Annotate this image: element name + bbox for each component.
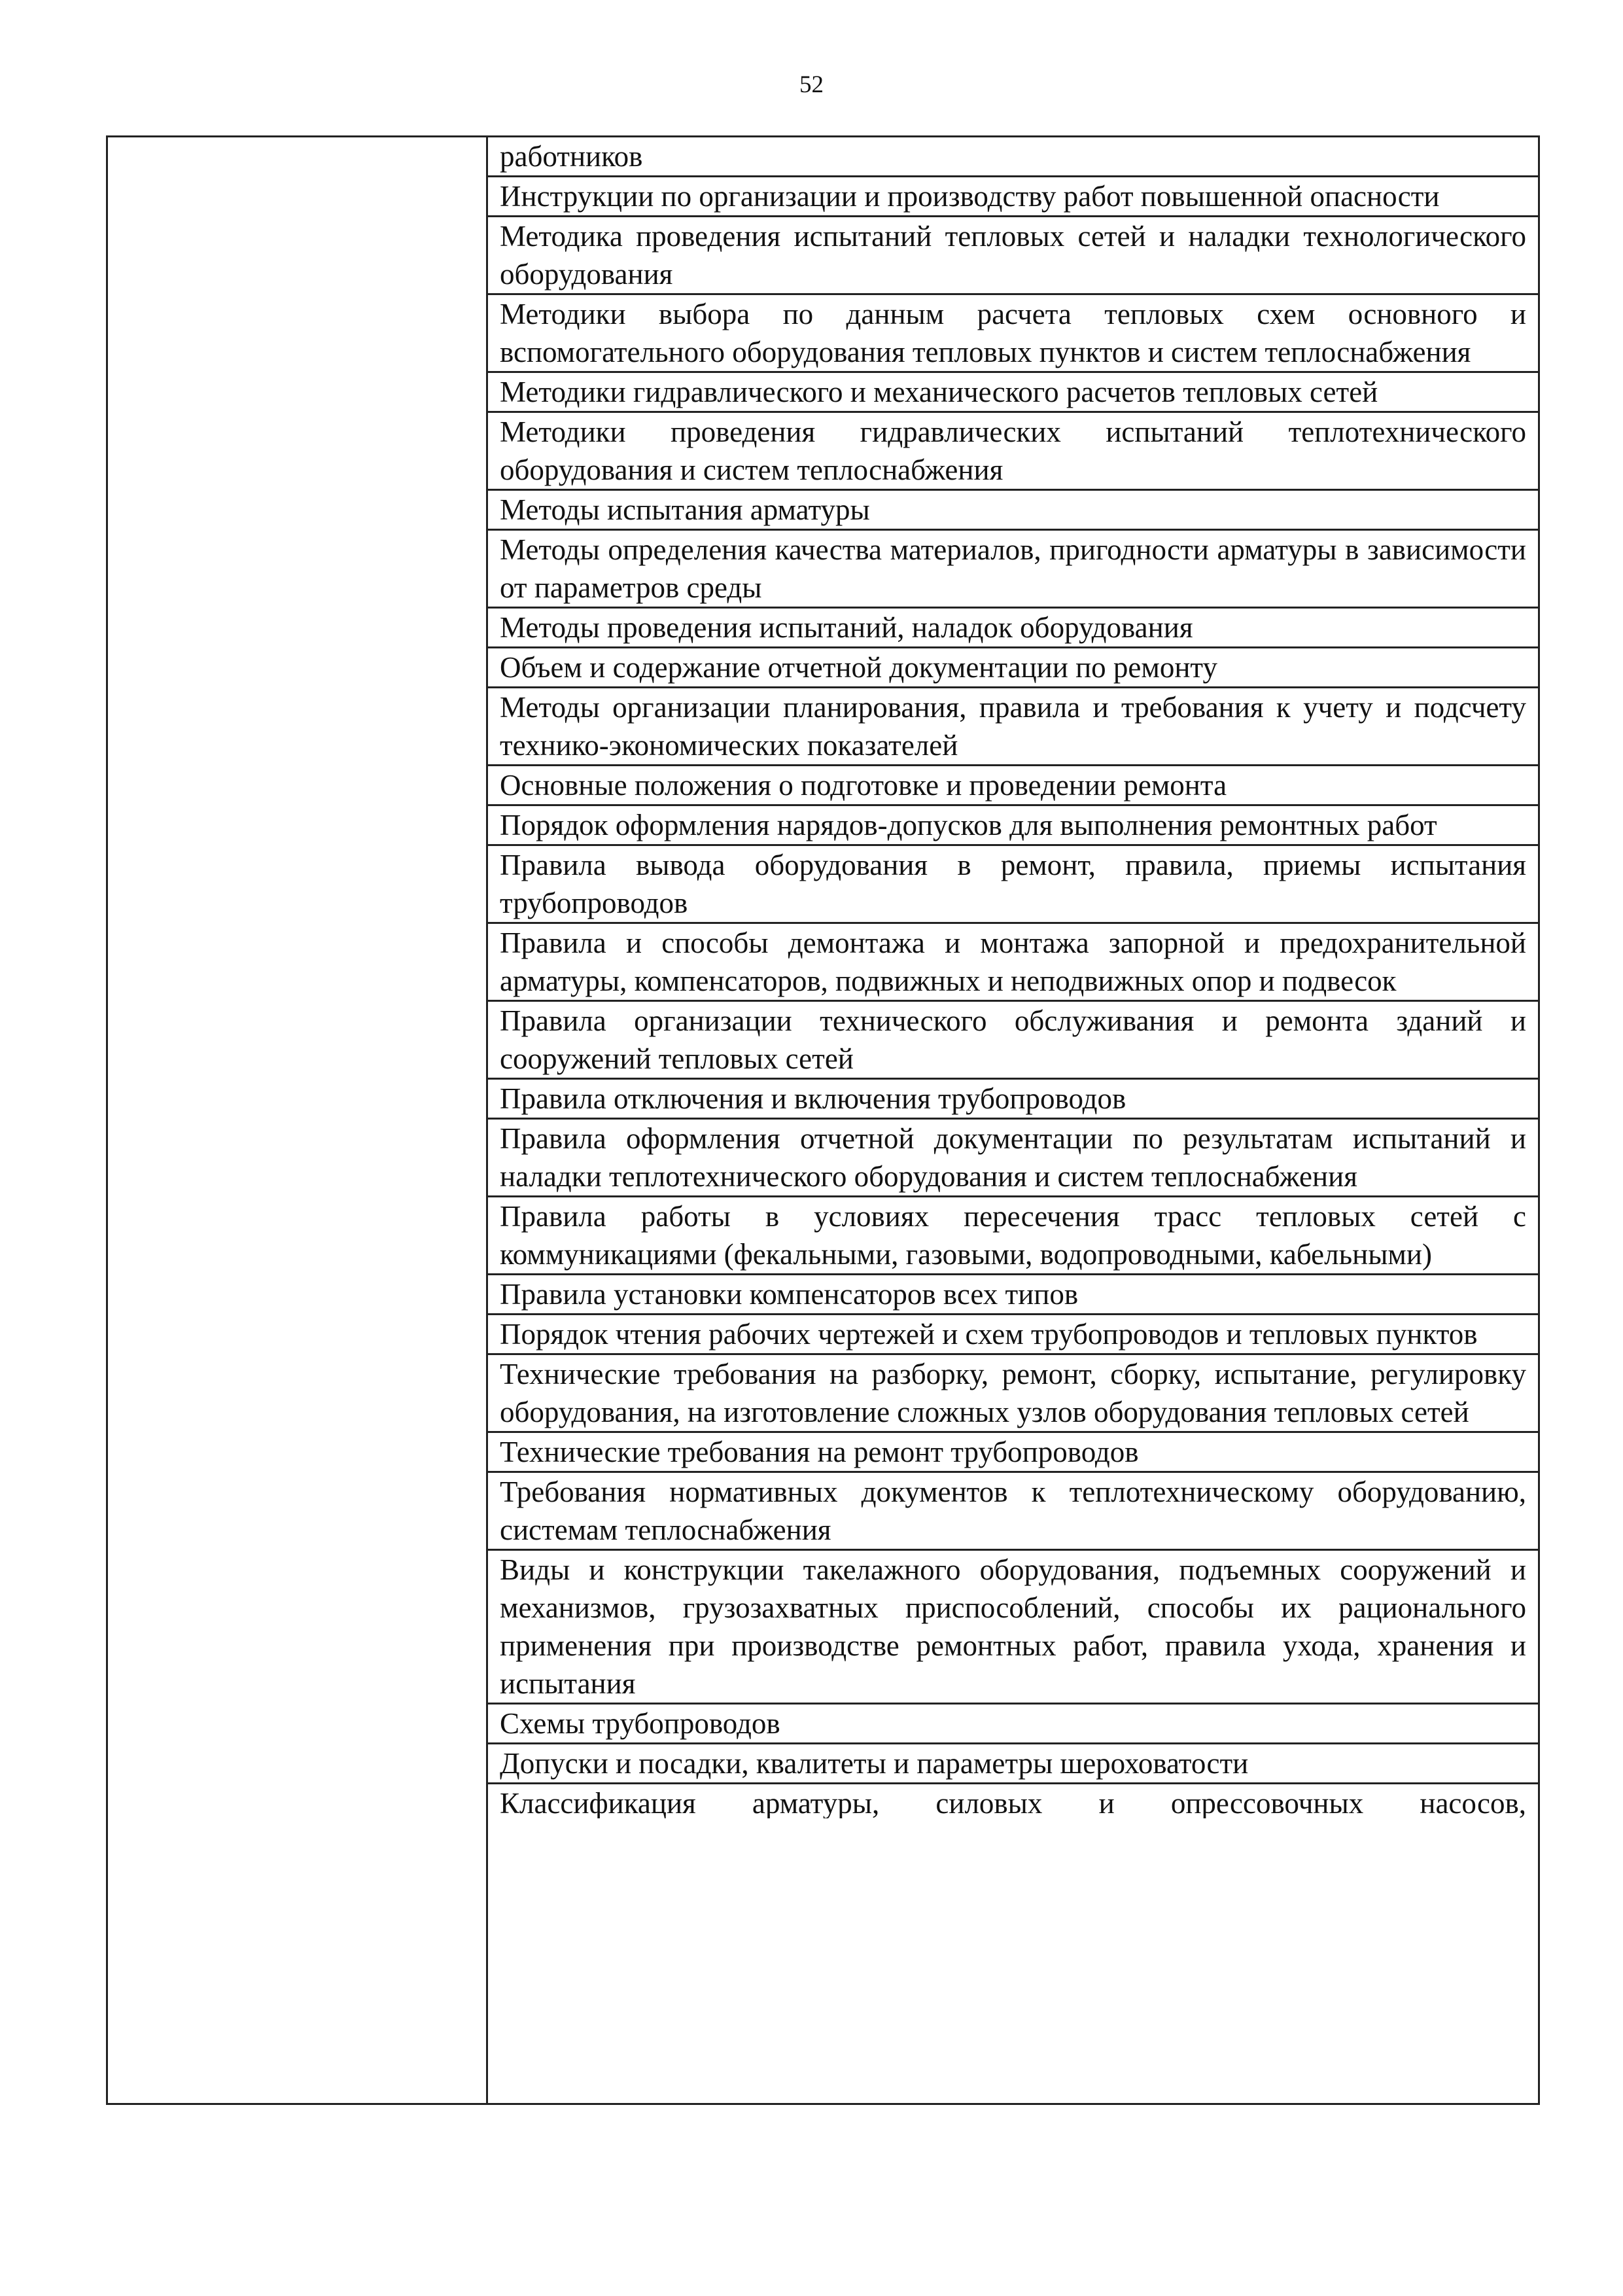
list-item: Методы определения качества материалов, пригодности арматуры в зависимости от параметров среды: [488, 531, 1538, 609]
table-row: [107, 137, 1539, 2104]
list-item: Правила вывода оборудования в ремонт, правила, приемы испытания трубопроводов: [488, 846, 1538, 924]
list-item: Допуски и посадки, квалитеты и параметры шероховатости: [488, 1744, 1538, 1784]
list-item: Классификация арматуры, силовых и опрессовочных насосов,: [500, 1787, 1526, 1818]
list-item: Порядок чтения рабочих чертежей и схем трубопроводов и тепловых пунктов: [488, 1315, 1538, 1355]
list-item: Методика проведения испытаний тепловых сетей и наладки технологического оборудования: [488, 217, 1538, 295]
table-right-cell: [487, 137, 1539, 2104]
list-item: Виды и конструкции такелажного оборудования, подъемных сооружений и механизмов, грузозахватных приспособлений, способы их рационального применения при производстве ремонтных работ, правила ухода, хранения и испытания: [488, 1551, 1538, 1704]
list-item: работников: [488, 137, 1538, 177]
list-item: Порядок оформления нарядов-допусков для выполнения ремонтных работ: [488, 806, 1538, 846]
requirements-table: [106, 135, 1540, 2105]
list-item: Требования нормативных документов к теплотехническому оборудованию, системам теплоснабжения: [488, 1473, 1538, 1551]
knowledge-list: [488, 137, 1538, 1818]
list-item: Методы испытания арматуры: [488, 491, 1538, 531]
list-item: Правила и способы демонтажа и монтажа запорной и предохранительной арматуры, компенсаторов, подвижных и неподвижных опор и подвесок: [488, 924, 1538, 1002]
list-item: Методики гидравлического и механического расчетов тепловых сетей: [488, 373, 1538, 413]
table-left-cell: [107, 137, 487, 2104]
list-item: Схемы трубопроводов: [488, 1704, 1538, 1744]
list-item: Правила работы в условиях пересечения трасс тепловых сетей с коммуникациями (фекальными, газовыми, водопроводными, кабельными): [488, 1197, 1538, 1275]
list-item: Технические требования на разборку, ремонт, сборку, испытание, регулировку оборудования, на изготовление сложных узлов оборудования тепловых сетей: [488, 1355, 1538, 1433]
list-item: Технические требования на ремонт трубопроводов: [488, 1433, 1538, 1473]
list-item: Инструкции по организации и производству работ повышенной опасности: [488, 177, 1538, 217]
list-item: Методики проведения гидравлических испытаний теплотехнического оборудования и систем теплоснабжения: [488, 413, 1538, 491]
list-item: Методики выбора по данным расчета тепловых схем основного и вспомогательного оборудования тепловых пунктов и систем теплоснабжения: [488, 295, 1538, 373]
list-item: Правила организации технического обслуживания и ремонта зданий и сооружений тепловых сетей: [488, 1002, 1538, 1080]
list-item: Методы проведения испытаний, наладок оборудования: [488, 609, 1538, 648]
list-item: Методы организации планирования, правила и требования к учету и подсчету технико-экономических показателей: [488, 688, 1538, 766]
list-item: Правила оформления отчетной документации по результатам испытаний и наладки теплотехнического оборудования и систем теплоснабжения: [488, 1120, 1538, 1197]
list-item: Правила установки компенсаторов всех типов: [488, 1275, 1538, 1315]
list-item: Основные положения о подготовке и проведении ремонта: [488, 766, 1538, 806]
page-number: 52: [799, 71, 824, 98]
list-item: Объем и содержание отчетной документации по ремонту: [488, 648, 1538, 688]
list-item: Правила отключения и включения трубопроводов: [488, 1080, 1538, 1120]
